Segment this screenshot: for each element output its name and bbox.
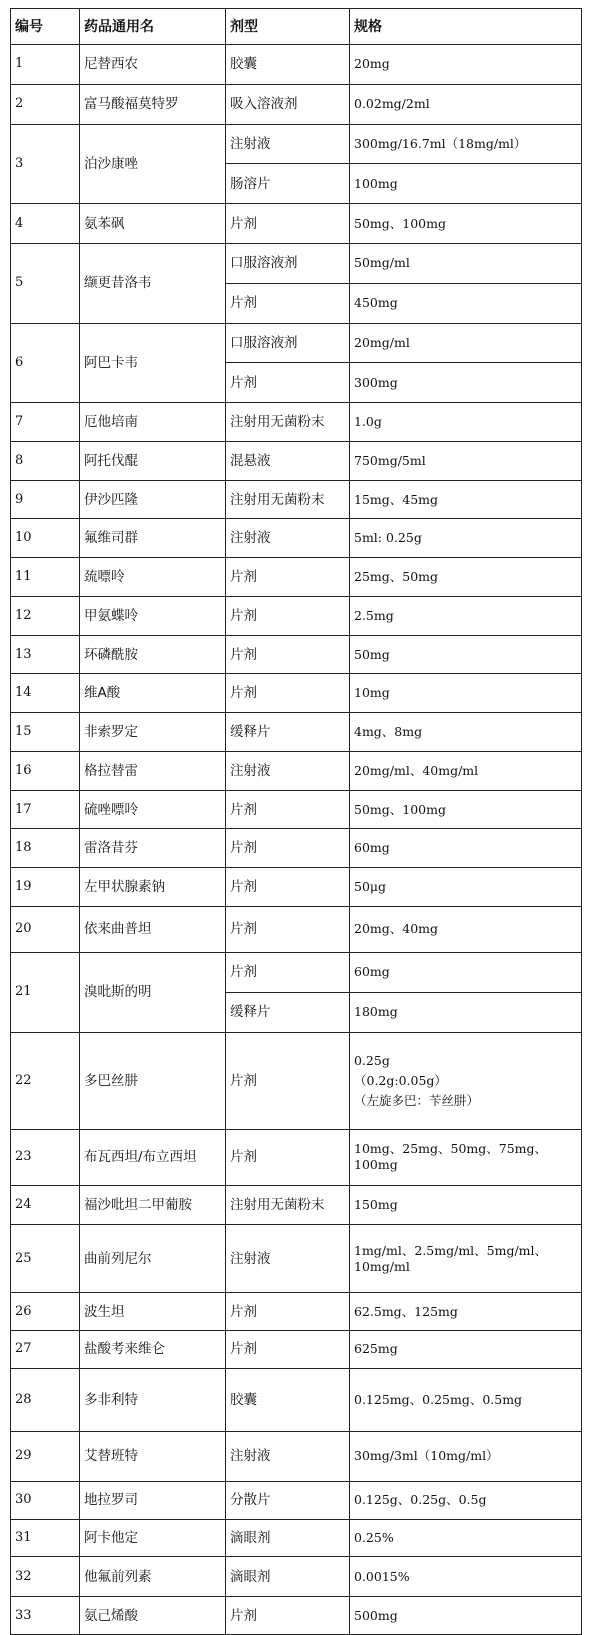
table-row	[11, 1597, 582, 1635]
cell-drug-name: 巯嘌呤	[80, 558, 226, 597]
cell-drug-name: 尼替西农	[80, 45, 226, 85]
header-number: 编号	[11, 9, 80, 45]
header-specification: 规格	[350, 9, 582, 45]
specification-line: 20mg/ml、40mg/ml	[354, 762, 479, 778]
cell-drug-name: 盐酸考来维仑	[80, 1331, 226, 1369]
table-row	[11, 713, 582, 752]
specification-line: 50mg	[354, 646, 390, 662]
cell-dosage-form: 片剂	[226, 1597, 350, 1635]
table-row	[11, 84, 582, 124]
specification-line: 50mg、100mg	[354, 215, 446, 231]
cell-specification	[350, 164, 582, 204]
specification-line: 62.5mg、125mg	[354, 1303, 458, 1319]
specification-line: 60mg	[354, 840, 390, 856]
cell-number: 14	[11, 674, 80, 713]
cell-number: 23	[11, 1130, 80, 1186]
cell-specification	[350, 868, 582, 907]
table-row	[11, 906, 582, 952]
specification-line: 1.0g	[354, 414, 382, 430]
cell-dosage-form: 片剂	[226, 829, 350, 868]
cell-drug-name: 曲前列尼尔	[80, 1225, 226, 1293]
specification-line: 20mg、40mg	[354, 921, 439, 937]
cell-drug-name: 环磷酰胺	[80, 635, 226, 674]
cell-specification	[350, 829, 582, 868]
cell-specification	[350, 674, 582, 713]
cell-number: 8	[11, 441, 80, 480]
cell-number: 29	[11, 1431, 80, 1481]
cell-number: 6	[11, 323, 80, 403]
table-row	[11, 635, 582, 674]
cell-drug-name: 伊沙匹隆	[80, 480, 226, 519]
cell-number: 25	[11, 1225, 80, 1293]
specification-line: 625mg	[354, 1341, 398, 1357]
specification-line: 300mg	[354, 374, 398, 390]
cell-number: 17	[11, 790, 80, 829]
cell-drug-name: 左甲状腺素钠	[80, 868, 226, 907]
cell-specification	[350, 480, 582, 519]
specification-line: 750mg/5ml	[354, 452, 426, 468]
cell-dosage-form: 胶囊	[226, 45, 350, 85]
cell-drug-name: 布瓦西坦/布立西坦	[80, 1130, 226, 1186]
cell-specification	[350, 751, 582, 790]
specification-line: 180mg	[354, 1004, 398, 1020]
specification-line: 25mg、50mg	[354, 569, 439, 585]
cell-dosage-form: 片剂	[226, 953, 350, 993]
cell-drug-name: 泊沙康唑	[80, 124, 226, 204]
specification-line: 500mg	[354, 1607, 398, 1623]
cell-drug-name: 阿卡他定	[80, 1519, 226, 1557]
cell-specification	[350, 1185, 582, 1225]
cell-specification	[350, 953, 582, 993]
cell-drug-name: 依来曲普坦	[80, 906, 226, 952]
cell-specification	[350, 596, 582, 635]
cell-drug-name: 氨己烯酸	[80, 1597, 226, 1635]
table-row	[11, 558, 582, 597]
table-row	[11, 403, 582, 442]
specification-line: 1mg/ml、2.5mg/ml、5mg/ml、10mg/ml	[354, 1242, 548, 1274]
cell-dosage-form: 片剂	[226, 906, 350, 952]
cell-number: 10	[11, 519, 80, 558]
cell-specification	[350, 84, 582, 124]
specification-line: 0.125g、0.25g、0.5g	[354, 1492, 487, 1508]
cell-specification	[350, 1481, 582, 1519]
cell-specification	[350, 1331, 582, 1369]
cell-drug-name: 溴吡斯的明	[80, 953, 226, 1033]
cell-dosage-form: 注射用无菌粉末	[226, 480, 350, 519]
cell-dosage-form: 胶囊	[226, 1368, 350, 1431]
cell-dosage-form: 注射液	[226, 1225, 350, 1293]
cell-drug-name: 多巴丝肼	[80, 1032, 226, 1129]
cell-dosage-form: 缓释片	[226, 992, 350, 1032]
cell-number: 26	[11, 1293, 80, 1331]
cell-dosage-form: 片剂	[226, 283, 350, 323]
cell-dosage-form: 注射液	[226, 124, 350, 164]
table-row	[11, 1431, 582, 1481]
cell-number: 5	[11, 243, 80, 323]
cell-drug-name: 非索罗定	[80, 713, 226, 752]
table-row	[11, 441, 582, 480]
specification-line: 0.0015%	[354, 1568, 410, 1584]
cell-number: 21	[11, 953, 80, 1033]
table-row	[11, 1130, 582, 1186]
cell-specification	[350, 1519, 582, 1557]
specification-line: 20mg	[354, 56, 390, 72]
cell-number: 7	[11, 403, 80, 442]
cell-number: 24	[11, 1185, 80, 1225]
cell-dosage-form: 注射液	[226, 1431, 350, 1481]
cell-drug-name: 福沙吡坦二甲葡胺	[80, 1185, 226, 1225]
table-row	[11, 829, 582, 868]
cell-specification	[350, 1130, 582, 1186]
table-row	[11, 1331, 582, 1369]
header-dosage-form: 剂型	[226, 9, 350, 45]
table-row	[11, 1519, 582, 1557]
specification-line: 100mg	[354, 175, 398, 191]
cell-dosage-form: 吸入溶液剂	[226, 84, 350, 124]
table-row	[11, 243, 582, 283]
cell-dosage-form: 缓释片	[226, 713, 350, 752]
specification-line: 150mg	[354, 1196, 398, 1212]
specification-line: 15mg、45mg	[354, 491, 439, 507]
table-row	[11, 1481, 582, 1519]
table-row	[11, 1032, 582, 1129]
cell-number: 27	[11, 1331, 80, 1369]
table-row	[11, 480, 582, 519]
cell-specification	[350, 363, 582, 403]
specification-line: 0.25%	[354, 1529, 394, 1545]
cell-specification	[350, 1293, 582, 1331]
table-row	[11, 124, 582, 164]
cell-dosage-form: 滴眼剂	[226, 1519, 350, 1557]
cell-specification	[350, 1431, 582, 1481]
table-row	[11, 1368, 582, 1431]
cell-specification	[350, 558, 582, 597]
cell-drug-name: 氨苯砜	[80, 204, 226, 244]
cell-number: 9	[11, 480, 80, 519]
cell-dosage-form: 片剂	[226, 558, 350, 597]
cell-drug-name: 波生坦	[80, 1293, 226, 1331]
cell-drug-name: 地拉罗司	[80, 1481, 226, 1519]
cell-specification	[350, 635, 582, 674]
cell-drug-name: 富马酸福莫特罗	[80, 84, 226, 124]
cell-dosage-form: 口服溶液剂	[226, 323, 350, 363]
cell-specification	[350, 906, 582, 952]
cell-drug-name: 厄他培南	[80, 403, 226, 442]
cell-specification	[350, 1597, 582, 1635]
cell-drug-name: 阿托伐醌	[80, 441, 226, 480]
cell-drug-name: 多非利特	[80, 1368, 226, 1431]
specification-line: 50mg、100mg	[354, 801, 446, 817]
cell-number: 32	[11, 1557, 80, 1597]
header-row	[11, 9, 582, 45]
table-row	[11, 751, 582, 790]
table-row	[11, 790, 582, 829]
cell-specification	[350, 403, 582, 442]
specification-line: （左旋多巴：苄丝肼）	[354, 1092, 480, 1108]
cell-number: 2	[11, 84, 80, 124]
specification-line: 0.25g	[354, 1052, 390, 1068]
cell-dosage-form: 片剂	[226, 363, 350, 403]
specification-line: 4mg、8mg	[354, 724, 423, 740]
cell-number: 19	[11, 868, 80, 907]
cell-dosage-form: 注射液	[226, 751, 350, 790]
cell-number: 31	[11, 1519, 80, 1557]
cell-specification	[350, 204, 582, 244]
cell-number: 33	[11, 1597, 80, 1635]
cell-dosage-form: 分散片	[226, 1481, 350, 1519]
cell-drug-name: 雷洛昔芬	[80, 829, 226, 868]
cell-number: 11	[11, 558, 80, 597]
cell-specification	[350, 1557, 582, 1597]
cell-specification	[350, 713, 582, 752]
cell-specification	[350, 992, 582, 1032]
cell-drug-name: 艾替班特	[80, 1431, 226, 1481]
cell-drug-name: 维A酸	[80, 674, 226, 713]
table-row	[11, 1293, 582, 1331]
cell-dosage-form: 片剂	[226, 1331, 350, 1369]
cell-specification	[350, 283, 582, 323]
cell-dosage-form: 片剂	[226, 204, 350, 244]
table-row	[11, 323, 582, 363]
cell-specification	[350, 1368, 582, 1431]
table-row	[11, 204, 582, 244]
specification-line: 50μg	[354, 879, 387, 895]
specification-line: 300mg/16.7ml（18mg/ml）	[354, 135, 527, 151]
cell-specification	[350, 45, 582, 85]
cell-number: 4	[11, 204, 80, 244]
cell-drug-name: 硫唑嘌呤	[80, 790, 226, 829]
cell-dosage-form: 注射用无菌粉末	[226, 1185, 350, 1225]
specification-line: 60mg	[354, 964, 390, 980]
cell-dosage-form: 口服溶液剂	[226, 243, 350, 283]
cell-drug-name: 缬更昔洛韦	[80, 243, 226, 323]
cell-dosage-form: 肠溶片	[226, 164, 350, 204]
cell-dosage-form: 混悬液	[226, 441, 350, 480]
cell-number: 30	[11, 1481, 80, 1519]
table-row	[11, 519, 582, 558]
cell-specification	[350, 124, 582, 164]
cell-number: 13	[11, 635, 80, 674]
specification-line: 0.125mg、0.25mg、0.5mg	[354, 1391, 523, 1407]
cell-dosage-form: 片剂	[226, 790, 350, 829]
specification-line: 10mg、25mg、50mg、75mg、100mg	[354, 1141, 548, 1173]
drug-list-table	[10, 8, 582, 1635]
cell-dosage-form: 片剂	[226, 596, 350, 635]
table-row	[11, 45, 582, 85]
specification-line: 50mg/ml	[354, 255, 410, 271]
cell-dosage-form: 注射用无菌粉末	[226, 403, 350, 442]
table-row	[11, 1557, 582, 1597]
cell-number: 16	[11, 751, 80, 790]
cell-specification	[350, 323, 582, 363]
table-row	[11, 1225, 582, 1293]
specification-line: 10mg	[354, 685, 390, 701]
table-row	[11, 596, 582, 635]
table-row	[11, 868, 582, 907]
table-row	[11, 1185, 582, 1225]
specification-line: （0.2g:0.05g）	[354, 1072, 447, 1088]
cell-dosage-form: 片剂	[226, 635, 350, 674]
cell-dosage-form: 片剂	[226, 1130, 350, 1186]
cell-drug-name: 他氟前列素	[80, 1557, 226, 1597]
cell-dosage-form: 片剂	[226, 1032, 350, 1129]
cell-drug-name: 格拉替雷	[80, 751, 226, 790]
specification-line: 30mg/3ml（10mg/ml）	[354, 1448, 499, 1464]
cell-dosage-form: 注射液	[226, 519, 350, 558]
specification-line: 450mg	[354, 295, 398, 311]
specification-line: 20mg/ml	[354, 334, 410, 350]
specification-line: 0.02mg/2ml	[354, 96, 430, 112]
cell-drug-name: 氟维司群	[80, 519, 226, 558]
cell-number: 18	[11, 829, 80, 868]
cell-dosage-form: 片剂	[226, 1293, 350, 1331]
cell-specification	[350, 441, 582, 480]
cell-dosage-form: 片剂	[226, 868, 350, 907]
cell-number: 3	[11, 124, 80, 204]
cell-number: 12	[11, 596, 80, 635]
cell-number: 1	[11, 45, 80, 85]
cell-drug-name: 阿巴卡韦	[80, 323, 226, 403]
specification-line: 5ml: 0.25g	[354, 530, 422, 546]
specification-line: 2.5mg	[354, 607, 394, 623]
cell-dosage-form: 片剂	[226, 674, 350, 713]
cell-specification	[350, 1032, 582, 1129]
table-row	[11, 674, 582, 713]
cell-number: 20	[11, 906, 80, 952]
cell-number: 22	[11, 1032, 80, 1129]
table-row	[11, 953, 582, 993]
cell-specification	[350, 790, 582, 829]
header-drug-name: 药品通用名	[80, 9, 226, 45]
cell-dosage-form: 滴眼剂	[226, 1557, 350, 1597]
cell-number: 15	[11, 713, 80, 752]
cell-specification	[350, 243, 582, 283]
cell-drug-name: 甲氨蝶呤	[80, 596, 226, 635]
cell-specification	[350, 519, 582, 558]
cell-number: 28	[11, 1368, 80, 1431]
cell-specification	[350, 1225, 582, 1293]
